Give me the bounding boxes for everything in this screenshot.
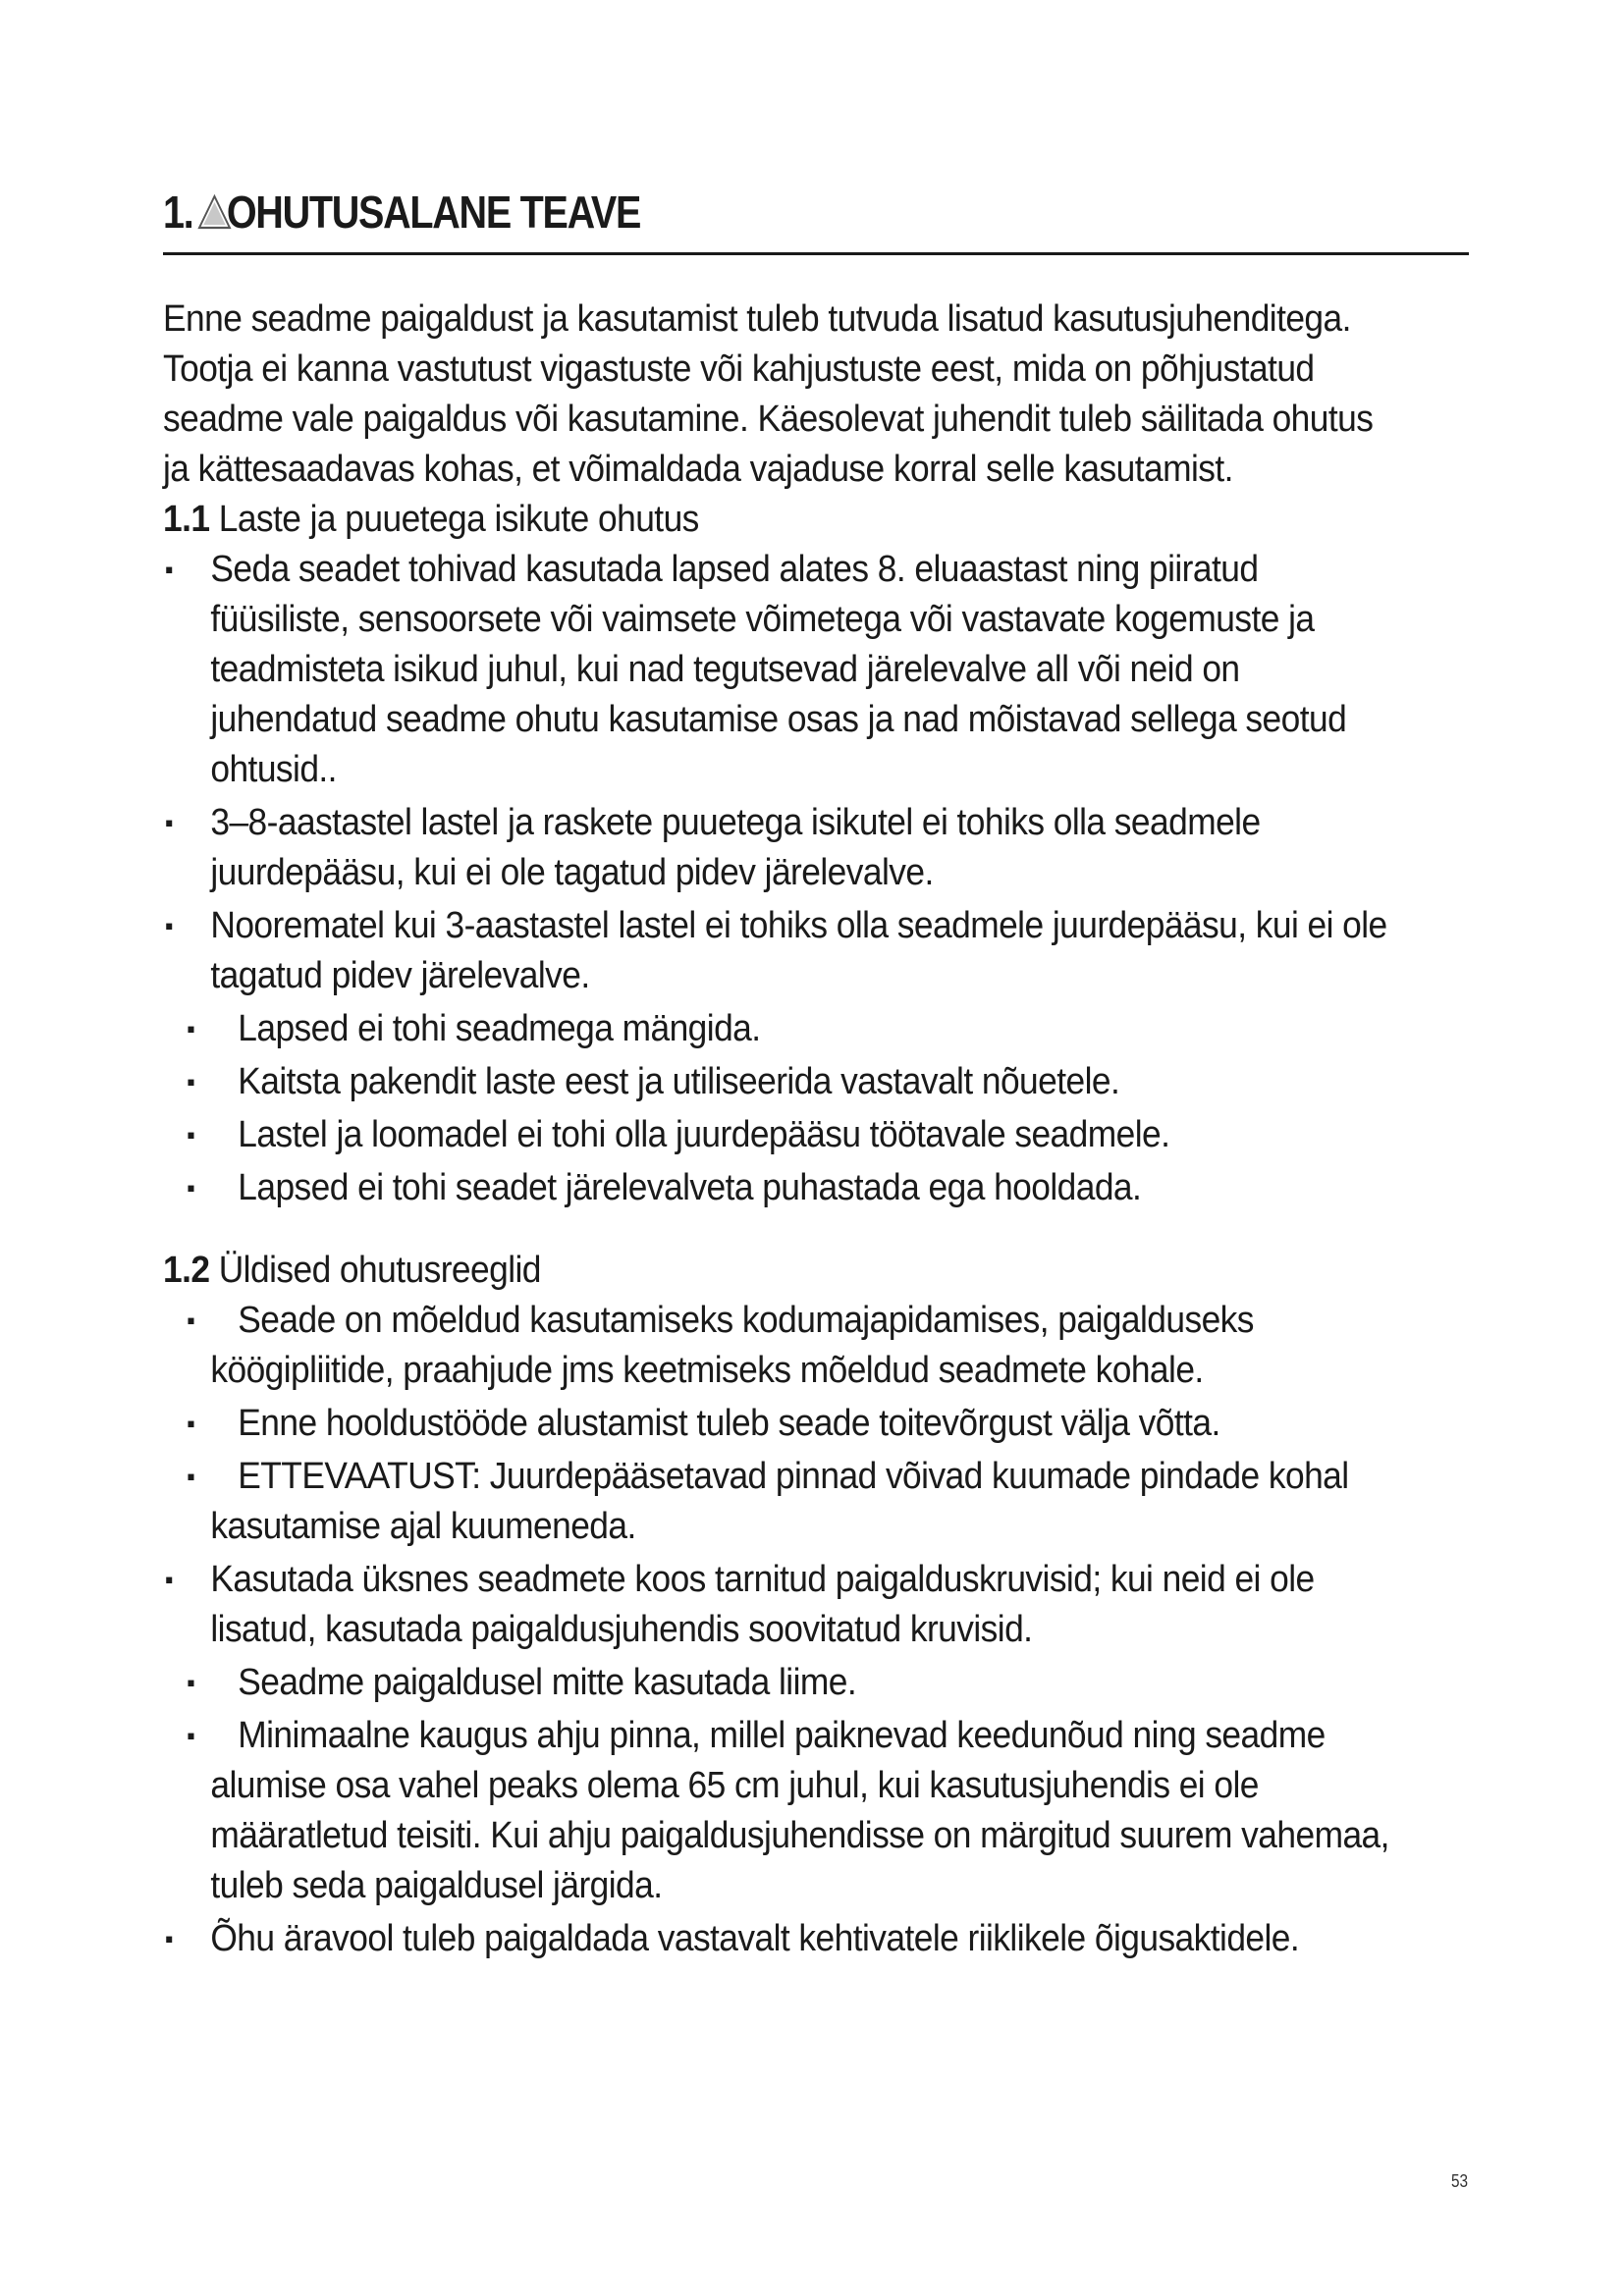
bullet-icon: ▪	[187, 1173, 195, 1202]
list-item-text: Seadme paigaldusel mitte kasutada liime.	[238, 1662, 857, 1703]
list-item-text: Kasutada üksnes seadmete koos tarnitud paigalduskruvisid; kui neid ei ole lisatud, kasutada paigaldusjuhendis soovitatud kruvisid.	[210, 1559, 1315, 1650]
subsection-title: Laste ja puuetega isikute ohutus	[209, 499, 699, 540]
bullet-icon: ▪	[164, 555, 173, 584]
bullet-icon: ▪	[187, 1120, 195, 1149]
list-item	[163, 1163, 1396, 1213]
bullet-icon: ▪	[187, 1014, 195, 1043]
list-item-text: Kaitsta pakendit laste eest ja utiliseerida vastavalt nõuetele.	[238, 1061, 1120, 1102]
subsection-number: 1.1	[163, 499, 210, 540]
list-item	[163, 1658, 1396, 1708]
bullet-icon: ▪	[164, 911, 173, 940]
bullet-icon: ▪	[187, 1306, 195, 1335]
section-heading-text	[163, 185, 640, 240]
subsection-title: Üldised ohutusreeglid	[209, 1250, 541, 1291]
section-gap	[163, 1216, 1396, 1246]
list-item	[163, 1399, 1396, 1449]
list-item-text: Lapsed ei tohi seadmega mängida.	[238, 1008, 761, 1049]
list-item	[163, 1296, 1396, 1396]
bullet-icon: ▪	[164, 1565, 173, 1594]
bullet-icon: ▪	[187, 1409, 195, 1438]
list-item-text: Noorematel kui 3-aastastel lastel ei tohiks olla seadmele juurdepääsu, kui ei ole tagatud pidev järelevalve.	[210, 905, 1387, 996]
list-item	[163, 545, 1396, 795]
bullet-icon: ▪	[164, 808, 173, 837]
list-item	[163, 1452, 1396, 1552]
list-item	[163, 1057, 1396, 1107]
subsection-heading-1-2	[163, 1246, 1396, 1296]
main-content	[163, 294, 1396, 1967]
list-item-text: Enne hooldustööde alustamist tuleb seade toitevõrgust välja võtta.	[238, 1403, 1220, 1444]
bullet-icon: ▪	[187, 1462, 195, 1491]
bullet-icon: ▪	[187, 1668, 195, 1697]
list-item-text: Lapsed ei tohi seadet järelevalveta puhastada ega hooldada.	[238, 1167, 1142, 1208]
list-item-text: 3–8-aastastel lastel ja raskete puuetega isikutel ei tohiks olla seadmele juurdepääsu, kui ei ole tagatud pidev järelevalve.	[210, 802, 1261, 893]
list-item	[163, 1914, 1396, 1964]
list-item	[163, 1555, 1396, 1655]
subsection-number: 1.2	[163, 1250, 210, 1291]
page-number: 53	[1451, 2171, 1469, 2191]
list-item-text: Seade on mõeldud kasutamiseks kodumajapidamises, paigalduseks köögipliitide, praahjude jms keetmiseks mõeldud seadmete kohale.	[210, 1300, 1254, 1391]
heading-title: OHUTUSALANE TEAVE	[226, 187, 641, 238]
list-item	[163, 1004, 1396, 1054]
bullet-icon: ▪	[187, 1067, 195, 1096]
list-item-text: Seda seadet tohivad kasutada lapsed alates 8. eluaastast ning piiratud füüsiliste, sensoorsete või vaimsete võimetega või vastavate kogemuste ja teadmisteta isikud juhul, kui nad tegutsevad järelevalve all või neid on juhendatud seadme ohutu kasutamise osas ja nad mõistavad sellega seotud ohtusid..	[210, 549, 1347, 790]
list-item	[163, 1110, 1396, 1160]
section-heading	[163, 185, 1469, 255]
list-item-text: ETTEVAATUST: Juurdepääsetavad pinnad võivad kuumade pindade kohal kasutamise ajal kuumeneda.	[210, 1456, 1349, 1547]
subsection-heading-1-1	[163, 495, 1396, 545]
heading-number: 1.	[163, 187, 193, 238]
list-item-text: Lastel ja loomadel ei tohi olla juurdepääsu töötavale seadmele.	[238, 1114, 1170, 1155]
list-item	[163, 901, 1396, 1001]
list-item	[163, 798, 1396, 898]
list-item-text: Õhu äravool tuleb paigaldada vastavalt kehtivatele riiklikele õigusaktidele.	[210, 1918, 1300, 1959]
intro-paragraph: Enne seadme paigaldust ja kasutamist tuleb tutvuda lisatud kasutusjuhenditega. Tootja ei kanna vastutust vigastuste või kahjustuste eest, mida on põhjustatud seadme vale paigaldus või kasutamine. Käesolevat juhendit tuleb säilitada ohutus ja kättesaadavas kohas, et võimaldada vajaduse korral selle kasutamist.	[163, 298, 1374, 490]
bullet-icon: ▪	[164, 1924, 173, 1953]
list-item	[163, 1711, 1396, 1911]
list-item-text: Minimaalne kaugus ahju pinna, millel paiknevad keedunõud ning seadme alumise osa vahel peaks olema 65 cm juhul, kui kasutusjuhendis ei ole määratletud teisiti. Kui ahju paigaldusjuhendisse on märgitud suurem vahemaa, tuleb seda paigaldusel järgida.	[210, 1715, 1389, 1906]
bullet-icon: ▪	[187, 1721, 195, 1750]
